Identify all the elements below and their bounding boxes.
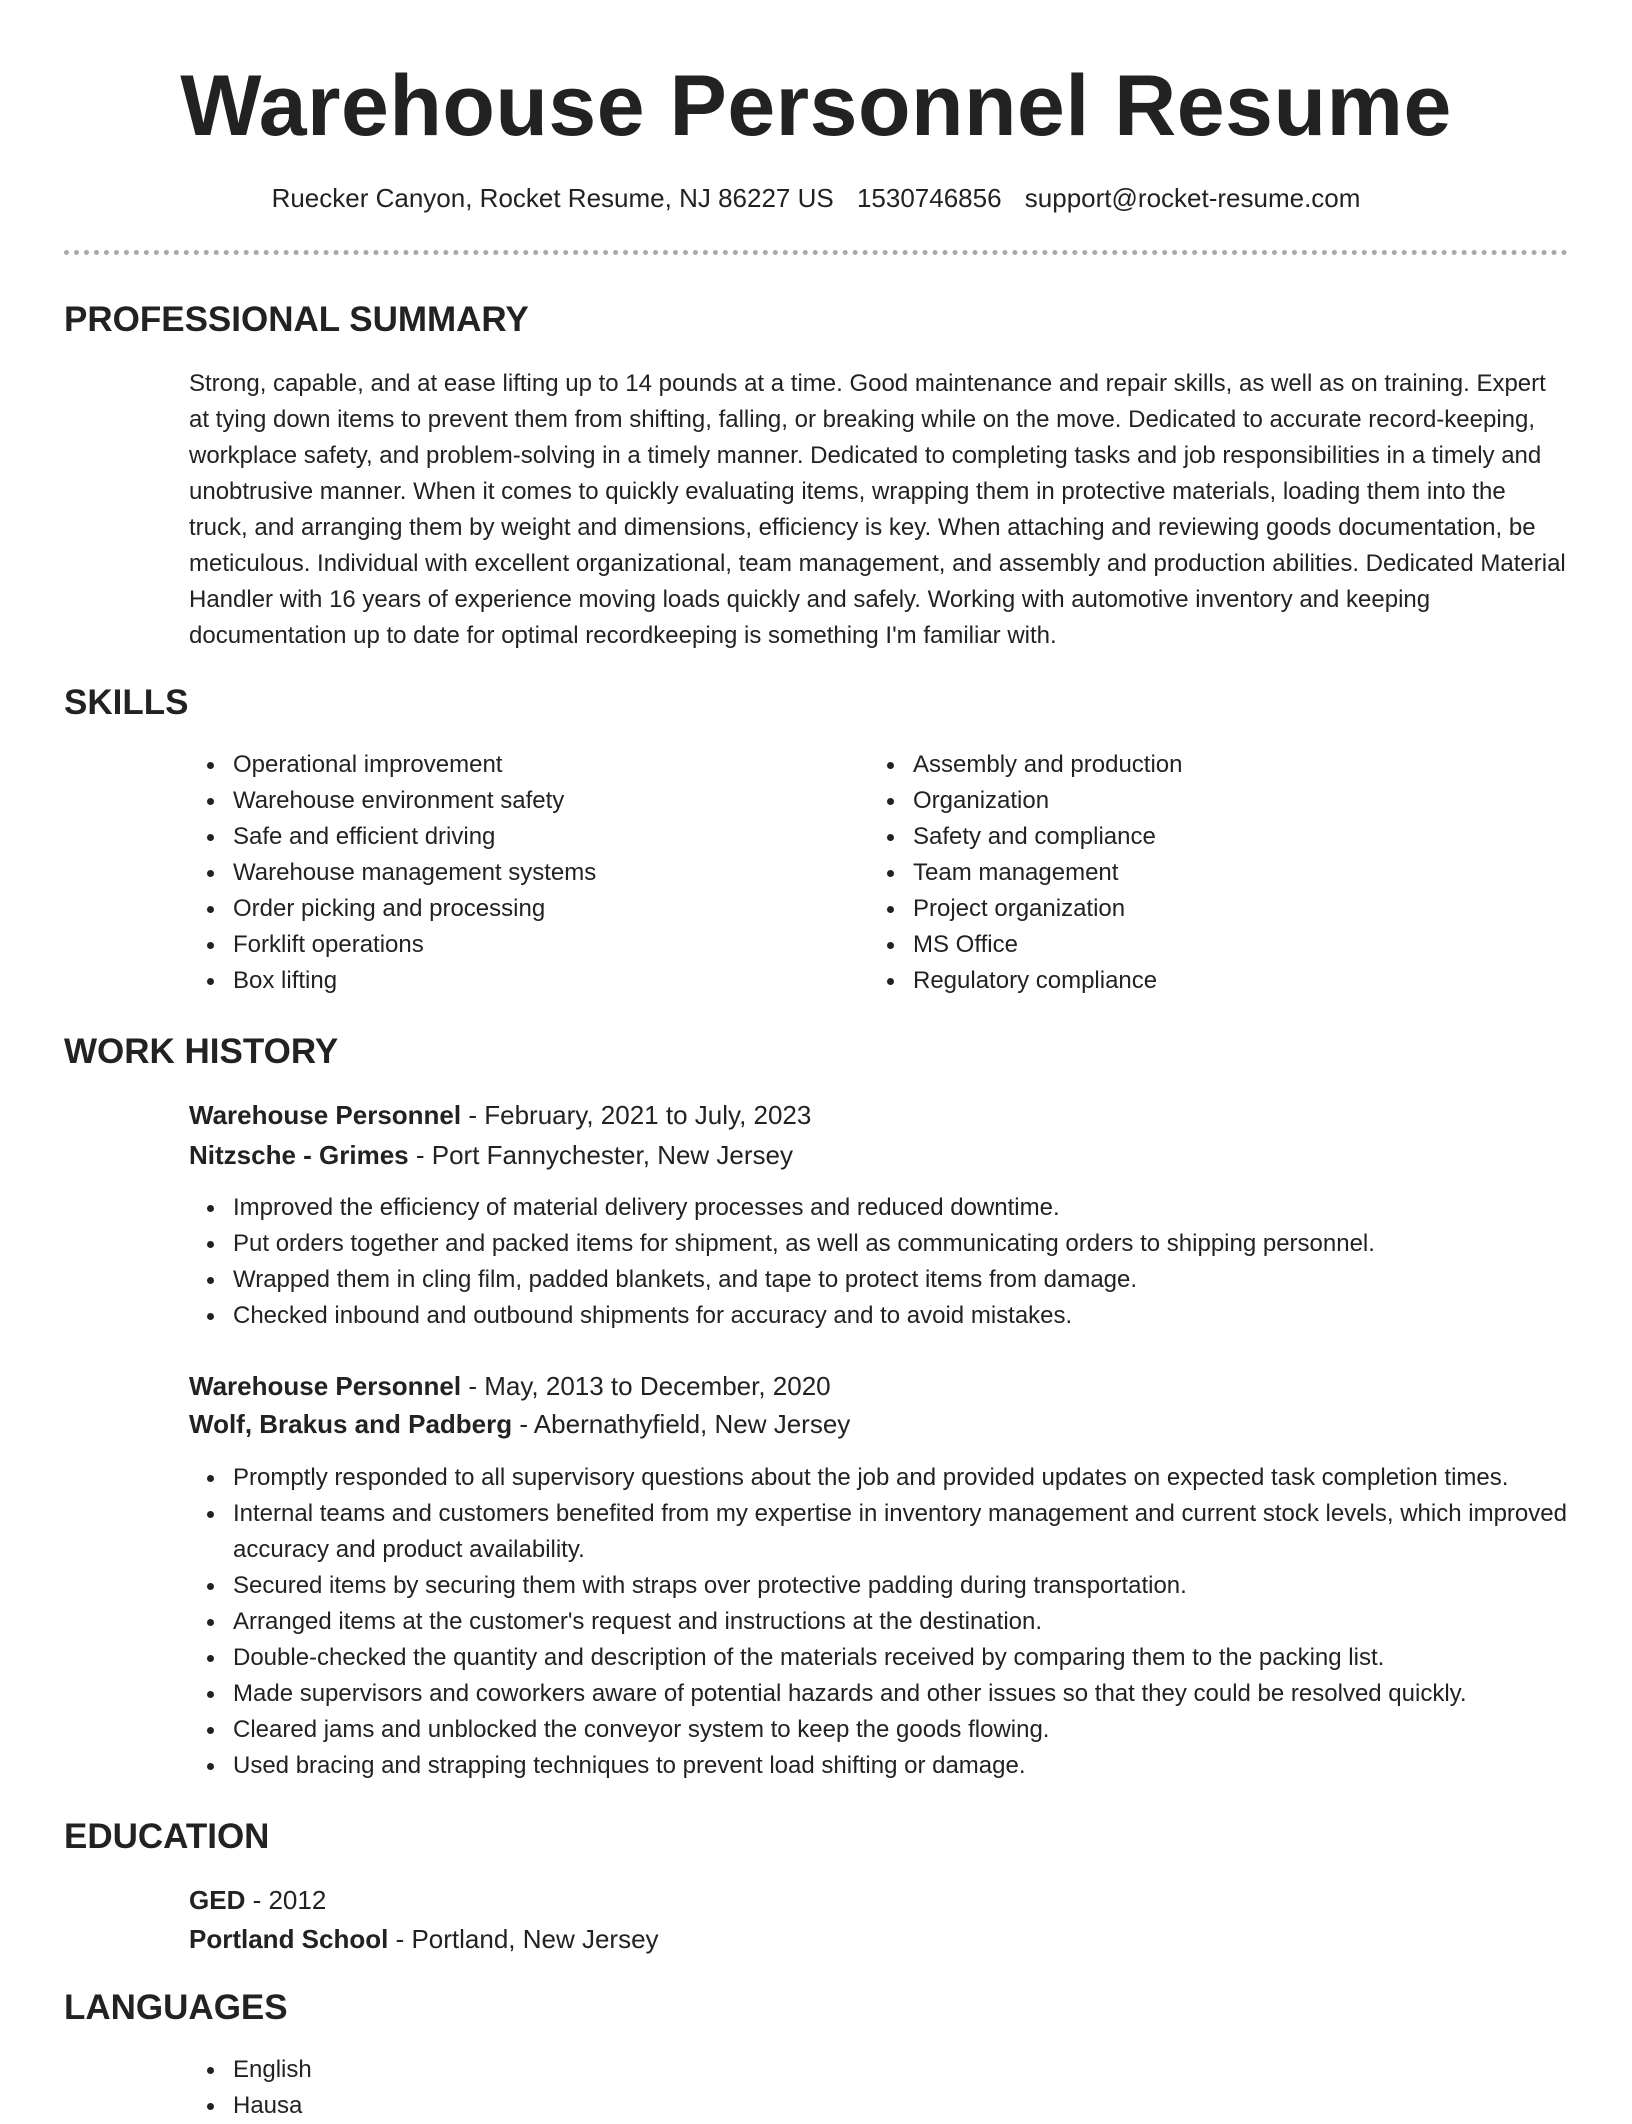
job-dates: - May, 2013 to December, 2020: [461, 1371, 831, 1401]
job-bullet: Secured items by securing them with straps over protective padding during transportation.: [189, 1568, 1589, 1604]
education-degree-line: [189, 1881, 326, 1919]
skill-item: Regulatory compliance: [869, 963, 1519, 999]
job-bullets: [189, 1190, 1589, 1334]
job-title-line: [189, 1367, 831, 1405]
skill-item: Project organization: [869, 891, 1519, 927]
job-bullets: [189, 1460, 1589, 1784]
education-school: Portland School: [189, 1924, 389, 1954]
contact-phone: 1530746856: [856, 183, 1002, 213]
job-bullet: Put orders together and packed items for shipment, as well as communicating orders to shipping personnel.: [189, 1226, 1589, 1262]
job-title-line: [189, 1096, 811, 1134]
job-company-line: [189, 1405, 850, 1443]
job-bullet: Promptly responded to all supervisory questions about the job and provided updates on expected task completion times.: [189, 1460, 1589, 1496]
skill-item: Safety and compliance: [869, 819, 1519, 855]
job-company: Nitzsche - Grimes: [189, 1140, 409, 1170]
skill-item: Organization: [869, 783, 1519, 819]
skill-item: Assembly and production: [869, 747, 1519, 783]
skill-item: Warehouse environment safety: [189, 783, 839, 819]
work-history-heading: WORK HISTORY: [64, 1032, 339, 1071]
job-bullet: Cleared jams and unblocked the conveyor system to keep the goods flowing.: [189, 1712, 1589, 1748]
summary-heading: PROFESSIONAL SUMMARY: [64, 300, 529, 339]
skills-heading: SKILLS: [64, 683, 189, 722]
job-bullet: Improved the efficiency of material delivery processes and reduced downtime.: [189, 1190, 1589, 1226]
skill-item: MS Office: [869, 927, 1519, 963]
skill-item: Box lifting: [189, 963, 839, 999]
skill-item: Operational improvement: [189, 747, 839, 783]
job-company: Wolf, Brakus and Padberg: [189, 1409, 513, 1439]
job-bullet: Double-checked the quantity and description of the materials received by comparing them to the packing list.: [189, 1640, 1589, 1676]
skill-item: Safe and efficient driving: [189, 819, 839, 855]
skill-item: Team management: [869, 855, 1519, 891]
job-title: Warehouse Personnel: [189, 1371, 462, 1401]
education-location: - Portland, New Jersey: [388, 1924, 659, 1954]
languages-list: [189, 2052, 1589, 2124]
skills-list-left: [189, 747, 839, 999]
job-title: Warehouse Personnel: [189, 1100, 462, 1130]
job-bullet: Internal teams and customers benefited from my expertise in inventory management and current stock levels, which improved accuracy and product availability.: [189, 1496, 1589, 1568]
contact-address: Ruecker Canyon, Rocket Resume, NJ 86227 US: [271, 183, 834, 213]
skill-item: Order picking and processing: [189, 891, 839, 927]
contact-line: [0, 180, 1632, 216]
education-degree: GED: [189, 1885, 246, 1915]
languages-heading: LANGUAGES: [64, 1988, 288, 2027]
education-school-line: [189, 1920, 659, 1958]
language-item: English: [189, 2052, 1589, 2088]
job-location: - Abernathyfield, New Jersey: [512, 1409, 851, 1439]
education-heading: EDUCATION: [64, 1817, 270, 1856]
job-bullet: Arranged items at the customer's request and instructions at the destination.: [189, 1604, 1589, 1640]
job-dates: - February, 2021 to July, 2023: [461, 1100, 812, 1130]
skills-list-right: [869, 747, 1519, 999]
education-year: - 2012: [245, 1885, 327, 1915]
job-bullet: Used bracing and strapping techniques to prevent load shifting or damage.: [189, 1748, 1589, 1784]
summary-text: Strong, capable, and at ease lifting up to 14 pounds at a time. Good maintenance and repair skills, as well as on training. Expert at tying down items to prevent them from shifting, falling, or breaking while on the move. Dedicated to accurate record-keeping, workplace safety, and problem-solving in a timely manner. Dedicated to completing tasks and job responsibilities in a timely and unobtrusive manner. When it comes to quickly evaluating items, wrapping them in protective materials, loading them into the truck, and arranging them by weight and dimensions, efficiency is key. When attaching and reviewing goods documentation, be meticulous. Individual with excellent organizational, team management, and assembly and production abilities. Dedicated Material Handler with 16 years of experience moving loads quickly and safely. Working with automotive inventory and keeping documentation up to date for optimal recordkeeping is something I'm familiar with.: [189, 370, 1566, 649]
skill-item: Forklift operations: [189, 927, 839, 963]
skill-item: Warehouse management systems: [189, 855, 839, 891]
job-location: - Port Fannychester, New Jersey: [408, 1140, 794, 1170]
contact-email: support@rocket-resume.com: [1024, 183, 1361, 213]
resume-title: Warehouse Personnel Resume: [180, 58, 1452, 154]
job-bullet: Checked inbound and outbound shipments for accuracy and to avoid mistakes.: [189, 1298, 1589, 1334]
language-item: Hausa: [189, 2088, 1589, 2124]
header-divider: [64, 250, 1568, 255]
job-bullet: Wrapped them in cling film, padded blankets, and tape to protect items from damage.: [189, 1262, 1589, 1298]
job-bullet: Made supervisors and coworkers aware of potential hazards and other issues so that they could be resolved quickly.: [189, 1676, 1589, 1712]
job-company-line: [189, 1136, 793, 1174]
